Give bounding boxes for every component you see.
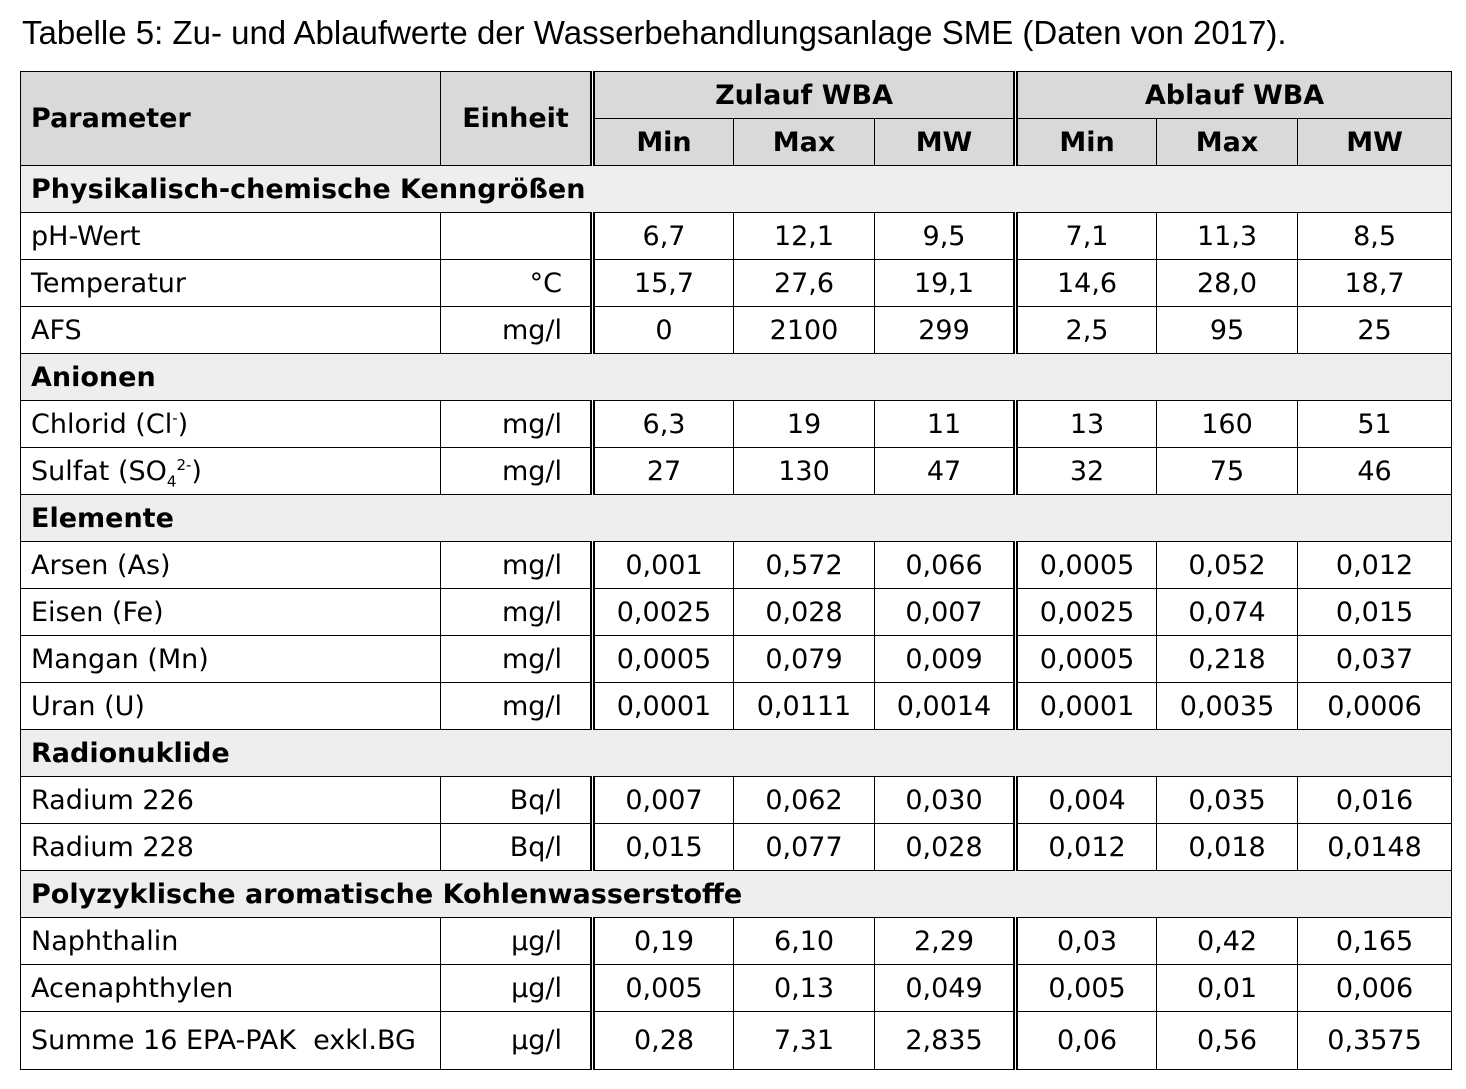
- out-mw-cell: 0,006: [1298, 965, 1452, 1012]
- out-mw-cell: 46: [1298, 448, 1452, 495]
- in-max-cell: 27,6: [734, 260, 875, 307]
- in-min-cell: 0,015: [593, 824, 734, 871]
- in-max-cell: 0,13: [734, 965, 875, 1012]
- in-mw-cell: 19,1: [875, 260, 1016, 307]
- section-row: [21, 166, 1452, 213]
- in-max-cell: 19: [734, 401, 875, 448]
- out-max-cell: 0,052: [1157, 542, 1298, 589]
- in-min-cell: 0,007: [593, 777, 734, 824]
- in-mw-cell: 47: [875, 448, 1016, 495]
- out-mw-cell: 0,012: [1298, 542, 1452, 589]
- param-cell: [21, 401, 441, 448]
- param-text-end: ): [191, 455, 202, 487]
- unit-cell: [441, 213, 593, 260]
- table-row: [21, 542, 1452, 589]
- table-row: [21, 448, 1452, 495]
- param-cell: Temperatur: [21, 260, 441, 307]
- table-caption: Tabelle 5: Zu- und Ablaufwerte der Wasserbehandlungsanlage SME (Daten von 2017).: [22, 14, 1287, 51]
- in-mw-cell: 0,049: [875, 965, 1016, 1012]
- in-mw-cell: 2,835: [875, 1012, 1016, 1070]
- unit-cell: mg/l: [441, 683, 593, 730]
- header-unit: Einheit: [441, 72, 593, 166]
- out-mw-cell: 0,016: [1298, 777, 1452, 824]
- unit-cell: mg/l: [441, 448, 593, 495]
- out-min-cell: 13: [1016, 401, 1157, 448]
- in-mw-cell: 9,5: [875, 213, 1016, 260]
- out-mw-cell: 8,5: [1298, 213, 1452, 260]
- out-max-cell: 28,0: [1157, 260, 1298, 307]
- unit-cell: mg/l: [441, 401, 593, 448]
- table-row: [21, 636, 1452, 683]
- out-max-cell: 0,035: [1157, 777, 1298, 824]
- in-max-cell: 2100: [734, 307, 875, 354]
- in-min-cell: 0: [593, 307, 734, 354]
- table-row: [21, 1012, 1452, 1070]
- out-max-cell: 11,3: [1157, 213, 1298, 260]
- in-mw-cell: 0,030: [875, 777, 1016, 824]
- out-max-cell: 0,0035: [1157, 683, 1298, 730]
- param-cell: Arsen (As): [21, 542, 441, 589]
- param-superscript: 2-: [176, 455, 192, 474]
- out-mw-cell: 51: [1298, 401, 1452, 448]
- in-min-cell: 6,7: [593, 213, 734, 260]
- table-row: [21, 777, 1452, 824]
- out-mw-cell: 0,037: [1298, 636, 1452, 683]
- out-mw-cell: 25: [1298, 307, 1452, 354]
- out-min-cell: 0,03: [1016, 918, 1157, 965]
- header-in-max: Max: [734, 119, 875, 166]
- out-mw-cell: 0,0006: [1298, 683, 1452, 730]
- table-row: [21, 260, 1452, 307]
- in-max-cell: 0,062: [734, 777, 875, 824]
- section-title: Anionen: [21, 354, 1452, 401]
- in-mw-cell: 0,066: [875, 542, 1016, 589]
- param-cell: pH-Wert: [21, 213, 441, 260]
- section-row: [21, 871, 1452, 918]
- out-min-cell: 0,0005: [1016, 636, 1157, 683]
- in-max-cell: 0,077: [734, 824, 875, 871]
- out-max-cell: 0,42: [1157, 918, 1298, 965]
- header-out-max: Max: [1157, 119, 1298, 166]
- section-row: [21, 354, 1452, 401]
- water-treatment-table: [20, 71, 1452, 1070]
- section-row: [21, 495, 1452, 542]
- unit-cell: Bq/l: [441, 824, 593, 871]
- in-min-cell: 0,19: [593, 918, 734, 965]
- header-out-min: Min: [1016, 119, 1157, 166]
- section-title: Elemente: [21, 495, 1452, 542]
- param-cell: Naphthalin: [21, 918, 441, 965]
- in-mw-cell: 11: [875, 401, 1016, 448]
- in-min-cell: 0,0001: [593, 683, 734, 730]
- param-cell: [21, 448, 441, 495]
- out-min-cell: 0,06: [1016, 1012, 1157, 1070]
- unit-cell: µg/l: [441, 965, 593, 1012]
- table-row: [21, 401, 1452, 448]
- in-min-cell: 27: [593, 448, 734, 495]
- param-text: Sulfat (SO: [31, 455, 167, 487]
- param-cell: Acenaphthylen: [21, 965, 441, 1012]
- in-max-cell: 0,079: [734, 636, 875, 683]
- in-max-cell: 0,028: [734, 589, 875, 636]
- table-row: [21, 589, 1452, 636]
- param-cell: Radium 228: [21, 824, 441, 871]
- param-cell: Mangan (Mn): [21, 636, 441, 683]
- section-title: Polyzyklische aromatische Kohlenwasserstoffe: [21, 871, 1452, 918]
- out-max-cell: 95: [1157, 307, 1298, 354]
- header-in-mw: MW: [875, 119, 1016, 166]
- header-group-outflow: Ablauf WBA: [1016, 72, 1452, 119]
- in-mw-cell: 2,29: [875, 918, 1016, 965]
- out-max-cell: 0,074: [1157, 589, 1298, 636]
- table-row: [21, 918, 1452, 965]
- table-body: [21, 166, 1452, 1070]
- unit-cell: °C: [441, 260, 593, 307]
- header-group-inflow: Zulauf WBA: [593, 72, 1016, 119]
- header-parameter: Parameter: [21, 72, 441, 166]
- in-min-cell: 0,0005: [593, 636, 734, 683]
- in-mw-cell: 0,0014: [875, 683, 1016, 730]
- in-max-cell: 0,572: [734, 542, 875, 589]
- out-mw-cell: 0,015: [1298, 589, 1452, 636]
- out-mw-cell: 0,3575: [1298, 1012, 1452, 1070]
- param-subscript: 4: [166, 471, 177, 490]
- out-max-cell: 0,56: [1157, 1012, 1298, 1070]
- out-mw-cell: 18,7: [1298, 260, 1452, 307]
- param-cell: Summe 16 EPA-PAK exkl.BG: [21, 1012, 441, 1070]
- in-min-cell: 15,7: [593, 260, 734, 307]
- section-title: Radionuklide: [21, 730, 1452, 777]
- out-min-cell: 7,1: [1016, 213, 1157, 260]
- in-mw-cell: 0,009: [875, 636, 1016, 683]
- header-in-min: Min: [593, 119, 734, 166]
- out-min-cell: 0,0001: [1016, 683, 1157, 730]
- out-mw-cell: 0,0148: [1298, 824, 1452, 871]
- out-max-cell: 75: [1157, 448, 1298, 495]
- table-row: [21, 307, 1452, 354]
- out-min-cell: 0,012: [1016, 824, 1157, 871]
- unit-cell: µg/l: [441, 918, 593, 965]
- in-min-cell: 0,0025: [593, 589, 734, 636]
- out-min-cell: 32: [1016, 448, 1157, 495]
- table-row: [21, 213, 1452, 260]
- param-superscript: -: [172, 408, 178, 427]
- unit-cell: mg/l: [441, 307, 593, 354]
- out-min-cell: 0,0025: [1016, 589, 1157, 636]
- in-max-cell: 7,31: [734, 1012, 875, 1070]
- in-max-cell: 130: [734, 448, 875, 495]
- out-min-cell: 0,004: [1016, 777, 1157, 824]
- param-text: Chlorid (Cl: [31, 408, 173, 440]
- in-min-cell: 0,005: [593, 965, 734, 1012]
- section-title: Physikalisch-chemische Kenngrößen: [21, 166, 1452, 213]
- table-row: [21, 824, 1452, 871]
- in-max-cell: 0,0111: [734, 683, 875, 730]
- table-row: [21, 683, 1452, 730]
- header-out-mw: MW: [1298, 119, 1452, 166]
- out-min-cell: 0,0005: [1016, 542, 1157, 589]
- param-cell: AFS: [21, 307, 441, 354]
- section-row: [21, 730, 1452, 777]
- in-max-cell: 6,10: [734, 918, 875, 965]
- param-cell: Eisen (Fe): [21, 589, 441, 636]
- table-row: [21, 965, 1452, 1012]
- out-min-cell: 2,5: [1016, 307, 1157, 354]
- in-min-cell: 0,001: [593, 542, 734, 589]
- unit-cell: mg/l: [441, 636, 593, 683]
- unit-cell: mg/l: [441, 589, 593, 636]
- out-max-cell: 0,018: [1157, 824, 1298, 871]
- in-min-cell: 0,28: [593, 1012, 734, 1070]
- unit-cell: mg/l: [441, 542, 593, 589]
- out-min-cell: 0,005: [1016, 965, 1157, 1012]
- in-mw-cell: 299: [875, 307, 1016, 354]
- unit-cell: Bq/l: [441, 777, 593, 824]
- in-max-cell: 12,1: [734, 213, 875, 260]
- in-mw-cell: 0,028: [875, 824, 1016, 871]
- param-cell: Uran (U): [21, 683, 441, 730]
- out-max-cell: 0,01: [1157, 965, 1298, 1012]
- param-text-end: ): [177, 408, 189, 440]
- out-max-cell: 0,218: [1157, 636, 1298, 683]
- out-min-cell: 14,6: [1016, 260, 1157, 307]
- out-max-cell: 160: [1157, 401, 1298, 448]
- out-mw-cell: 0,165: [1298, 918, 1452, 965]
- in-min-cell: 6,3: [593, 401, 734, 448]
- param-cell: Radium 226: [21, 777, 441, 824]
- in-mw-cell: 0,007: [875, 589, 1016, 636]
- unit-cell: µg/l: [441, 1012, 593, 1070]
